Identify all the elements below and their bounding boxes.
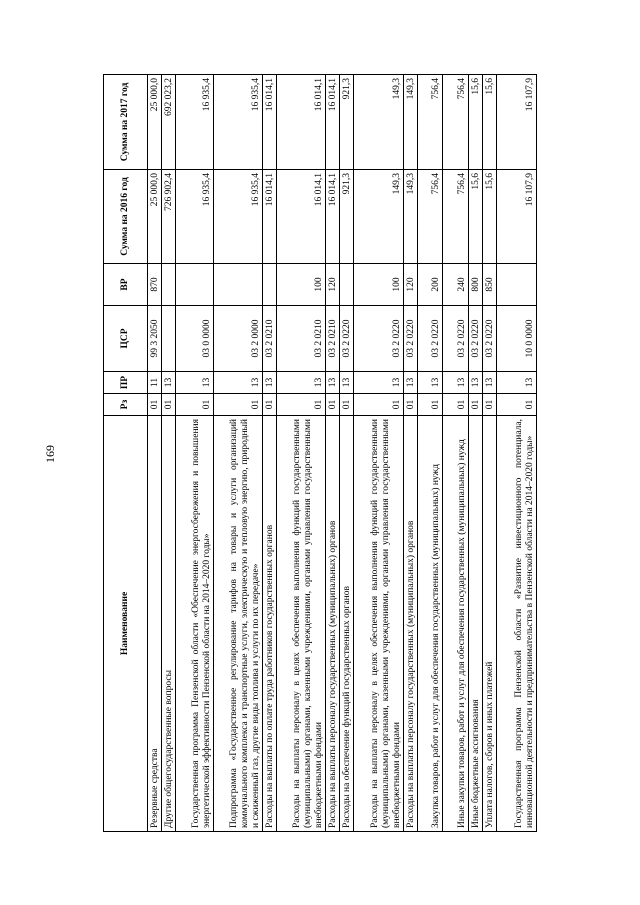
row-rz: 01: [175, 394, 213, 416]
row-csr: 10 0 0000: [497, 306, 537, 372]
table-row: [175, 75, 213, 832]
row-rz: 01: [161, 394, 175, 416]
row-vr: 120: [403, 264, 417, 306]
row-csr: 03 2 0210: [262, 306, 276, 372]
row-pr: 11: [148, 372, 162, 394]
row-pr: 13: [483, 372, 497, 394]
row-csr: 99 3 2050: [148, 306, 162, 372]
page-number: 169: [43, 445, 57, 463]
row-sum-2017: 15,6: [469, 75, 483, 170]
header-csr: ЦСР: [104, 306, 148, 372]
row-csr: 03 2 0220: [417, 306, 443, 372]
row-vr: [497, 264, 537, 306]
row-name: Иные закупки товаров, работ и услуг для обеспечения государственных (муниципальных) нужд: [443, 416, 469, 832]
row-name: Расходы на выплаты персоналу государственных (муниципальных) органов: [403, 416, 417, 832]
header-vr: ВР: [104, 264, 148, 306]
row-vr: 120: [326, 264, 340, 306]
row-sum-2017: 16 014,1: [326, 75, 340, 170]
row-sum-2017: 149,3: [403, 75, 417, 170]
row-sum-2017: 756,4: [443, 75, 469, 170]
row-sum-2016: 16 014,1: [276, 170, 325, 264]
header-sum-2017: Сумма на 2017 год: [104, 75, 148, 170]
row-vr: [213, 264, 262, 306]
row-sum-2017: 16 014,1: [276, 75, 325, 170]
row-name: Расходы на обеспечение функций государственных органов: [340, 416, 354, 832]
header-rz: Рз: [104, 394, 148, 416]
budget-table: [103, 74, 537, 832]
row-pr: 13: [276, 372, 325, 394]
row-vr: 870: [148, 264, 162, 306]
table-row: [403, 75, 417, 832]
row-sum-2016: 16 014,1: [262, 170, 276, 264]
table-header-row: [104, 75, 148, 832]
row-name: Закупка товаров, работ и услуг для обеспечения государственных (муниципальных) нужд: [417, 416, 443, 832]
row-name: Резервные средства: [148, 416, 162, 832]
row-csr: 03 2 0220: [403, 306, 417, 372]
row-rz: 01: [340, 394, 354, 416]
row-rz: 01: [326, 394, 340, 416]
row-sum-2017: 692 023,2: [161, 75, 175, 170]
row-pr: 13: [443, 372, 469, 394]
row-name: Государственная программа Пензенской области «Обеспечение энергосбережения и повышения энергетической эффективности Пензенской области на 2014–2020 годы»: [175, 416, 213, 832]
row-sum-2017: 15,6: [483, 75, 497, 170]
table-row: [417, 75, 443, 832]
row-sum-2016: 16 014,1: [326, 170, 340, 264]
row-name: Другие общегосударственные вопросы: [161, 416, 175, 832]
header-name: Наименование: [104, 416, 148, 832]
row-name: Расходы на выплаты персоналу в целях обеспечения выполнения функций государственными (муниципальными) органами, казенными учреждениями, органами управления государственными внебюджетными фондами: [276, 416, 325, 832]
row-pr: 13: [354, 372, 403, 394]
row-vr: 200: [417, 264, 443, 306]
row-sum-2016: 726 902,4: [161, 170, 175, 264]
row-sum-2017: 16 935,4: [175, 75, 213, 170]
row-pr: 13: [262, 372, 276, 394]
table-row: [161, 75, 175, 832]
row-csr: 03 2 0210: [326, 306, 340, 372]
row-csr: [161, 306, 175, 372]
row-vr: [161, 264, 175, 306]
row-rz: 01: [483, 394, 497, 416]
row-vr: [340, 264, 354, 306]
row-sum-2016: 756,4: [417, 170, 443, 264]
row-name: Уплата налогов, сборов и иных платежей: [483, 416, 497, 832]
row-csr: 03 2 0220: [340, 306, 354, 372]
table-row: [340, 75, 354, 832]
row-csr: 03 2 0220: [483, 306, 497, 372]
row-rz: 01: [497, 394, 537, 416]
row-name: Расходы на выплаты персоналу в целях обеспечения выполнения функций государственными (муниципальными) органами, казенными учреждениями, органами управления государственными внебюджетными фондами: [354, 416, 403, 832]
row-pr: 13: [469, 372, 483, 394]
row-sum-2016: 15,6: [483, 170, 497, 264]
row-csr: 03 2 0220: [469, 306, 483, 372]
row-sum-2016: 149,3: [354, 170, 403, 264]
row-sum-2017: 756,4: [417, 75, 443, 170]
row-name: Расходы на выплаты по оплате труда работников государственных органов: [262, 416, 276, 832]
header-sum-2016: Сумма на 2016 год: [104, 170, 148, 264]
row-name: Подпрограмма «Государственное регулирование тарифов на товары и услуги организаций коммунального комплекса и транспортные услуги, электрическую и тепловую энергию, природный и сжиженный газ, другие виды топлива и услуги по их передаче»: [213, 416, 262, 832]
row-sum-2017: 16 107,9: [497, 75, 537, 170]
row-rz: 01: [262, 394, 276, 416]
table-row: [497, 75, 537, 832]
row-csr: 03 2 0000: [213, 306, 262, 372]
row-rz: 01: [354, 394, 403, 416]
rotated-table-wrapper: [103, 75, 537, 832]
row-name: Расходы на выплаты персоналу государственных (муниципальных) органов: [326, 416, 340, 832]
header-pr: ПР: [104, 372, 148, 394]
row-pr: 13: [497, 372, 537, 394]
row-sum-2016: 16 935,4: [175, 170, 213, 264]
row-pr: 13: [213, 372, 262, 394]
row-sum-2016: 756,4: [443, 170, 469, 264]
table-row: [354, 75, 403, 832]
row-sum-2016: 25 000,0: [148, 170, 162, 264]
row-sum-2016: 16 107,9: [497, 170, 537, 264]
table-row: [483, 75, 497, 832]
row-name: Государственная программа Пензенской области «Развитие инвестиционного потенциала, инновационной деятельности и предпринимательства в Пензенской области на 2014–2020 годы»: [497, 416, 537, 832]
row-rz: 01: [403, 394, 417, 416]
row-sum-2016: 149,3: [403, 170, 417, 264]
row-vr: 100: [276, 264, 325, 306]
row-csr: 03 2 0220: [443, 306, 469, 372]
row-vr: 240: [443, 264, 469, 306]
row-vr: 800: [469, 264, 483, 306]
row-csr: 03 2 0210: [276, 306, 325, 372]
table-row: [148, 75, 162, 832]
row-csr: 03 0 0000: [175, 306, 213, 372]
row-pr: 13: [403, 372, 417, 394]
row-pr: 13: [175, 372, 213, 394]
row-sum-2017: 921,3: [340, 75, 354, 170]
row-rz: 01: [417, 394, 443, 416]
row-vr: 850: [483, 264, 497, 306]
table-row: [443, 75, 469, 832]
row-sum-2016: 921,3: [340, 170, 354, 264]
row-csr: 03 2 0220: [354, 306, 403, 372]
table-row: [276, 75, 325, 832]
row-rz: 01: [469, 394, 483, 416]
row-pr: 13: [326, 372, 340, 394]
row-name: Иные бюджетные ассигнования: [469, 416, 483, 832]
table-row: [213, 75, 262, 832]
row-vr: [262, 264, 276, 306]
row-sum-2017: 25 000,0: [148, 75, 162, 170]
table-row: [326, 75, 340, 832]
row-pr: 13: [161, 372, 175, 394]
row-vr: 100: [354, 264, 403, 306]
row-sum-2017: 149,3: [354, 75, 403, 170]
row-sum-2017: 16 014,1: [262, 75, 276, 170]
table-row: [262, 75, 276, 832]
row-vr: [175, 264, 213, 306]
row-sum-2016: 16 935,4: [213, 170, 262, 264]
row-rz: 01: [213, 394, 262, 416]
table-row: [469, 75, 483, 832]
row-rz: 01: [148, 394, 162, 416]
row-pr: 13: [417, 372, 443, 394]
row-rz: 01: [443, 394, 469, 416]
row-rz: 01: [276, 394, 325, 416]
row-pr: 13: [340, 372, 354, 394]
row-sum-2016: 15,6: [469, 170, 483, 264]
row-sum-2017: 16 935,4: [213, 75, 262, 170]
